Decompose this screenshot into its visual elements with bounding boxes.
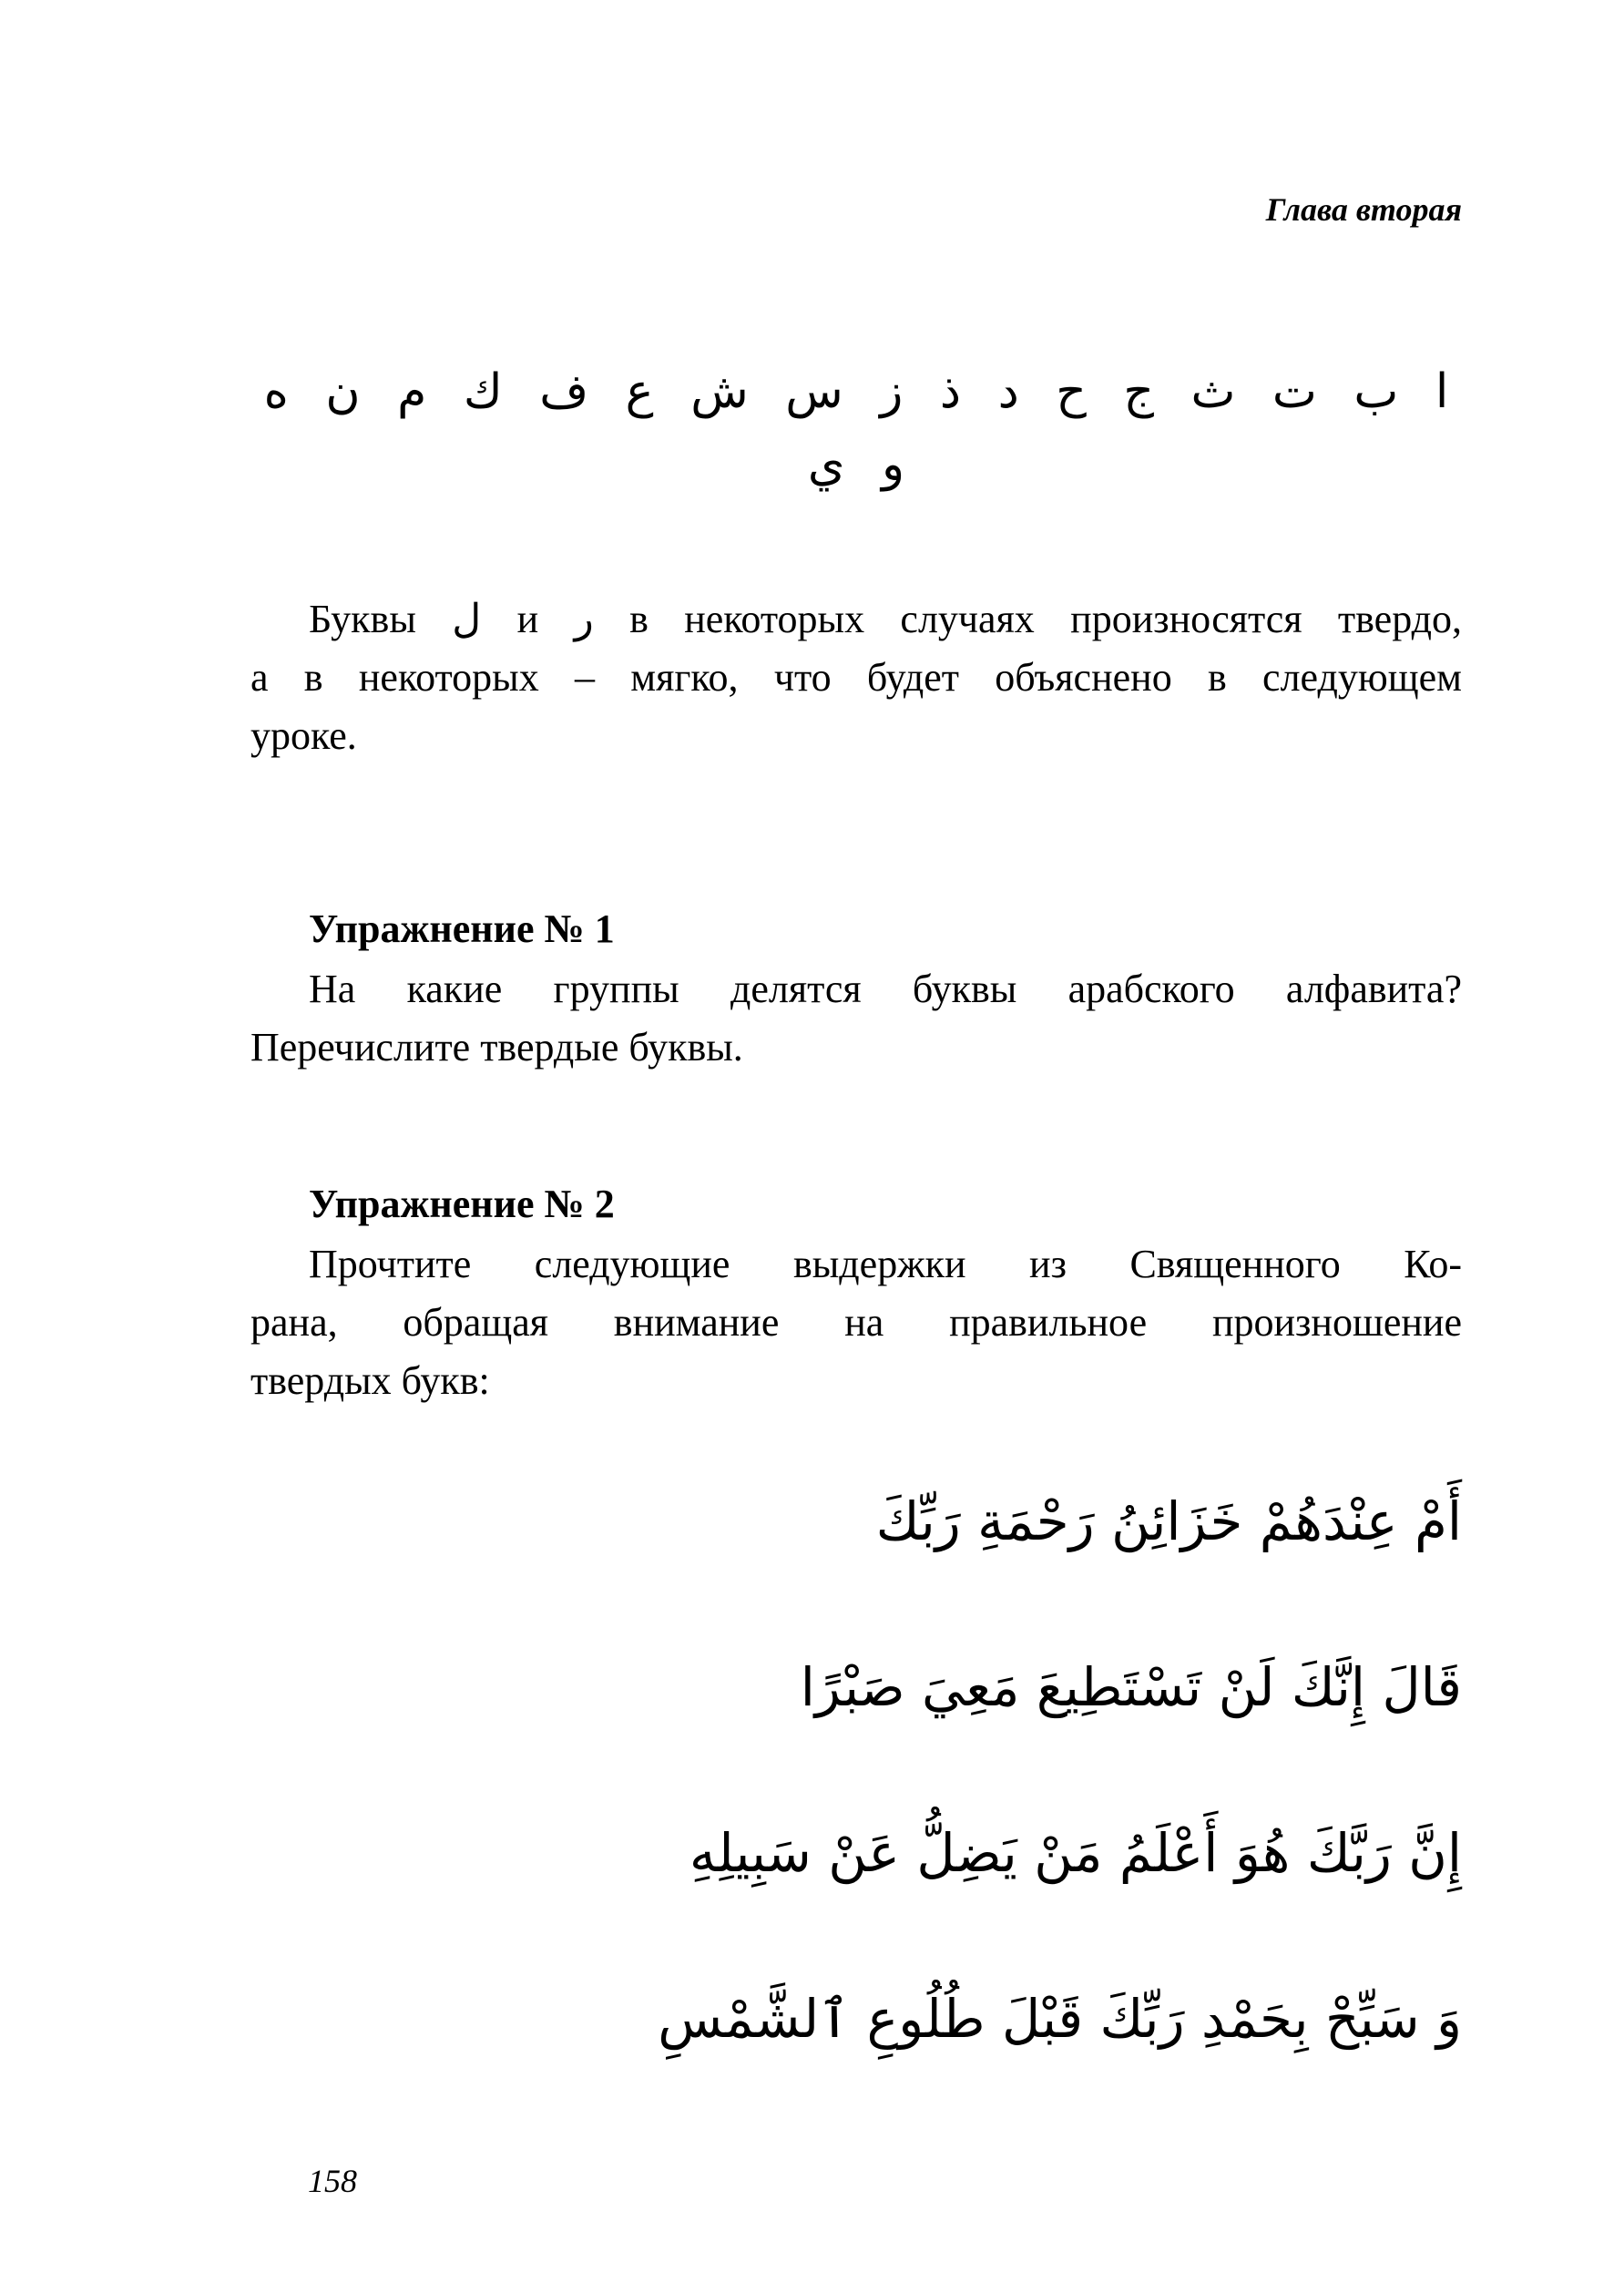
quran-quotes bbox=[250, 1470, 1462, 2070]
intro-paragraph bbox=[250, 590, 1462, 765]
exercise-1-text bbox=[250, 960, 1462, 1077]
exercise-2-title: Упражнение № 2 bbox=[309, 1182, 615, 1226]
arabic-alphabet-line: ا ب ت ث ج ح د ذ ز س ش ع ف ك م ن ه و ي bbox=[263, 364, 1449, 492]
exercise-2-line: твердых букв: bbox=[250, 1358, 490, 1403]
intro-line: уроке. bbox=[250, 713, 357, 758]
chapter-header: Глава вторая bbox=[1265, 191, 1462, 228]
exercise-1-title: Упражнение № 1 bbox=[309, 906, 615, 951]
intro-line: Буквы ل и ر в некоторых случаях произносятся твердо, bbox=[309, 597, 1463, 641]
exercise-2-text bbox=[250, 1235, 1462, 1410]
exercise-1-line: Перечислите твердые буквы. bbox=[250, 1025, 743, 1070]
exercise-2-line: рана, обращая внимание на правильное произношение bbox=[250, 1300, 1462, 1345]
quran-quote-line: إِنَّ رَبَّكَ هُوَ أَعْلَمُ مَنْ يَضِلُّ عَنْ سَبِيلِهِ bbox=[689, 1822, 1462, 1884]
exercise-2-line: Прочтите следующие выдержки из Священного Ко- bbox=[309, 1242, 1462, 1286]
quran-quote-line: أَمْ عِنْدَهُمْ خَزَائِنُ رَحْمَةِ رَبِّكَ bbox=[875, 1490, 1462, 1552]
quran-quote-line: قَالَ إِنَّكَ لَنْ تَسْتَطِيعَ مَعِيَ صَبْرًا bbox=[800, 1656, 1462, 1718]
page-number: 158 bbox=[308, 2163, 357, 2199]
quran-quote-line: وَ سَبِّحْ بِحَمْدِ رَبِّكَ قَبْلَ طُلُوعِ ٱلشَّمْسِ bbox=[658, 1988, 1462, 2050]
exercise-1-line: На какие группы делятся буквы арабского алфавита? bbox=[309, 967, 1462, 1011]
intro-line: а в некоторых – мягко, что будет объяснено в следующем bbox=[250, 655, 1462, 700]
